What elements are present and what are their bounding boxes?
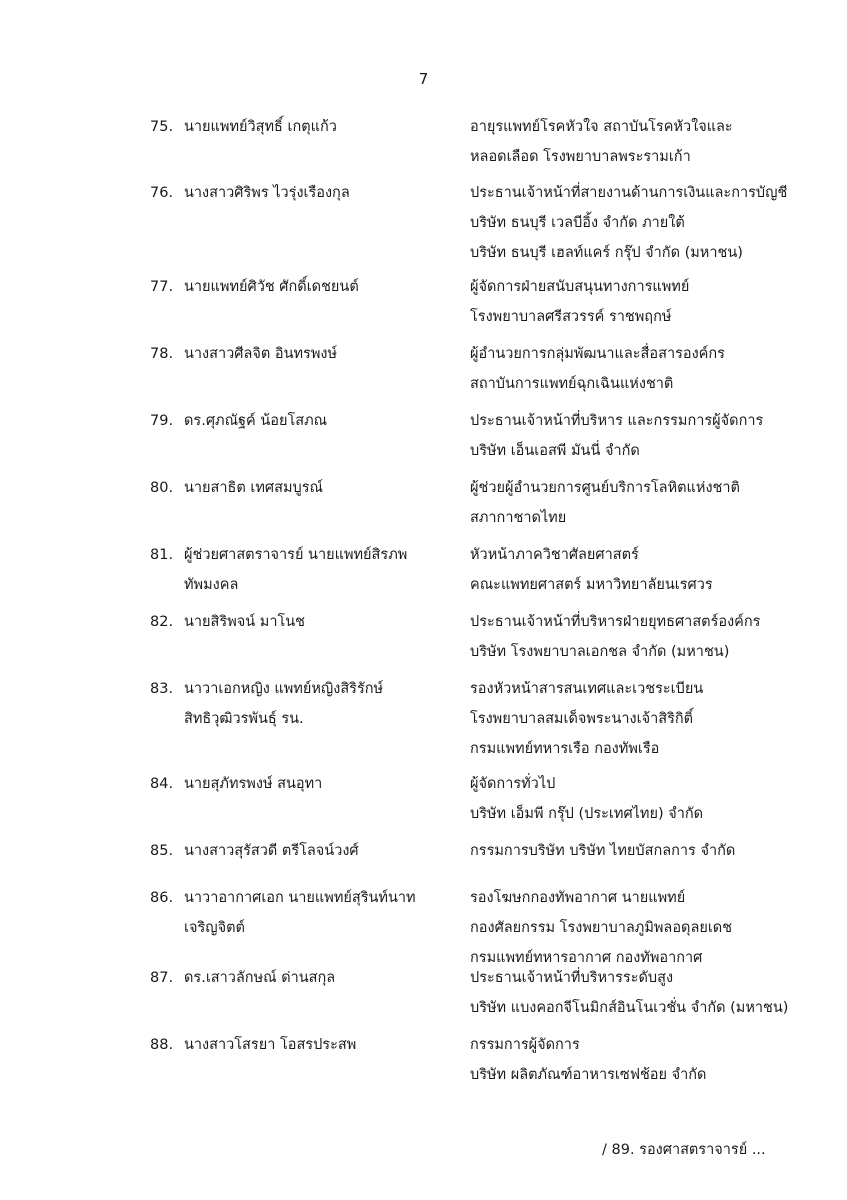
entry-position-line: คณะแพทยศาสตร์ มหาวิทยาลัยนเรศวร	[470, 577, 713, 593]
entry-position	[470, 836, 800, 866]
entry-number: 77.	[150, 279, 174, 295]
entry-position-line: ผู้ช่วยผู้อำนวยการศูนย์บริการโลหิตแห่งชาติ	[470, 480, 740, 496]
entry-position-line: รองหัวหน้าสารสนเทศและเวชระเบียน	[470, 681, 704, 697]
entry-position-line: อายุรแพทย์โรคหัวใจ สถาบันโรคหัวใจและ	[470, 119, 733, 135]
entry-name-line: นางสาวสุรัสวดี ตรีโลจน์วงศ์	[184, 843, 359, 859]
entry-position-line: สถาบันการแพทย์ฉุกเฉินแห่งชาติ	[470, 376, 674, 392]
entry-number: 84.	[150, 776, 174, 792]
entry-position	[470, 272, 800, 332]
entry-name-line: เจริญจิตต์	[184, 920, 245, 936]
entry-position-line: กรรมการบริษัท บริษัท ไทยบัสกลการ จำกัด	[470, 843, 736, 859]
entry-number: 85.	[150, 843, 174, 859]
entry-number: 87.	[150, 970, 174, 986]
entry-name	[184, 1030, 454, 1060]
entry-number: 82.	[150, 614, 174, 630]
entry-position-line: กรรมการผู้จัดการ	[470, 1037, 580, 1053]
entry-name	[184, 112, 454, 142]
entry-position-line: ผู้จัดการฝ่ายสนับสนุนทางการแพทย์	[470, 279, 690, 295]
entry-position	[470, 540, 800, 600]
entry-number: 86.	[150, 890, 174, 906]
entry-name	[184, 674, 454, 734]
entry-position	[470, 769, 800, 829]
entry-position	[470, 674, 800, 764]
entry-name-line: นางสาวศีลจิต อินทรพงษ์	[184, 346, 338, 362]
entry-position	[470, 473, 800, 533]
entry-name-line: นายสิริพจน์ มาโนช	[184, 614, 306, 630]
entry-position	[470, 178, 800, 268]
entry-position-line: บริษัท เอ็มพี กรุ๊ป (ประเทศไทย) จำกัด	[470, 806, 704, 822]
entry-name	[184, 272, 454, 302]
entry-number: 75.	[150, 119, 174, 135]
entry-name-line: นางสาวศิริพร ไวรุ่งเรืองกุล	[184, 185, 350, 201]
entry-name	[184, 178, 454, 208]
entry-position	[470, 963, 800, 1023]
entry-position-line: บริษัท แบงคอกจีโนมิกส์อินโนเวชั่น จำกัด (มหาชน)	[470, 1000, 789, 1016]
entry-position-line: กรมแพทย์ทหารเรือ กองทัพเรือ	[470, 741, 660, 757]
entry-name	[184, 769, 454, 799]
entry-position-line: หลอดเลือด โรงพยาบาลพระรามเก้า	[470, 149, 691, 165]
entry-position-line: โรงพยาบาลศรีสวรรค์ ราชพฤกษ์	[470, 309, 672, 325]
entry-position	[470, 339, 800, 399]
entry-number: 88.	[150, 1037, 174, 1053]
entry-position-line: ประธานเจ้าหน้าที่บริหารฝ่ายยุทธศาสตร์องค์กร	[470, 614, 761, 630]
entry-name	[184, 836, 454, 866]
entry-position-line: บริษัท ธนบุรี เฮลท์แคร์ กรุ๊ป จำกัด (มหาชน)	[470, 245, 743, 261]
entry-position-line: หัวหน้าภาควิชาศัลยศาสตร์	[470, 547, 639, 563]
entry-position-line: รองโฆษกกองทัพอากาศ นายแพทย์	[470, 890, 686, 906]
entry-name-line: นางสาวโสรยา โอสรประสพ	[184, 1037, 357, 1053]
entry-position-line: ผู้จัดการทั่วไป	[470, 776, 556, 792]
entry-number: 83.	[150, 681, 174, 697]
entry-position-line: บริษัท โรงพยาบาลเอกชล จำกัด (มหาชน)	[470, 644, 730, 660]
entry-number: 81.	[150, 547, 174, 563]
entry-name	[184, 963, 454, 993]
entry-number: 76.	[150, 185, 174, 201]
entry-name	[184, 607, 454, 637]
continuation-note: / 89. รองศาสตราจารย์ ...	[602, 1142, 766, 1158]
entry-name-line: นายแพทย์ศิวัช ศักดิ์เดชยนต์	[184, 279, 359, 295]
entry-name-line: สิทธิวุฒิวรพันธุ์ รน.	[184, 711, 304, 727]
entry-position	[470, 883, 800, 973]
entry-position-line: บริษัท ผลิตภัณฑ์อาหารเซฟช้อย จำกัด	[470, 1067, 707, 1083]
entry-name-line: ดร.ศุภณัฐค์ น้อยโสภณ	[184, 413, 328, 429]
entry-name-line: นายสุภัทรพงษ์ สนอุทา	[184, 776, 323, 792]
entry-name-line: นาวาอากาศเอก นายแพทย์สุรินท์นาท	[184, 890, 416, 906]
entry-position-line: ผู้อำนวยการกลุ่มพัฒนาและสื่อสารองค์กร	[470, 346, 725, 362]
entry-name	[184, 406, 454, 436]
entry-position-line: บริษัท ธนบุรี เวลบีอิ้ง จำกัด ภายใต้	[470, 215, 685, 231]
entry-position	[470, 607, 800, 667]
entry-name-line: นาวาเอกหญิง แพทย์หญิงสิริรักษ์	[184, 681, 384, 697]
entry-position-line: โรงพยาบาลสมเด็จพระนางเจ้าสิริกิติ์	[470, 711, 694, 727]
entry-position-line: ประธานเจ้าหน้าที่สายงานด้านการเงินและการบัญชี	[470, 185, 788, 201]
entry-position	[470, 112, 800, 172]
entry-name	[184, 883, 454, 943]
entry-name-line: ทัพมงคล	[184, 577, 239, 593]
entry-name	[184, 339, 454, 369]
entry-position-line: กรมแพทย์ทหารอากาศ กองทัพอากาศ	[470, 950, 703, 966]
entry-position-line: ประธานเจ้าหน้าที่บริหาร และกรรมการผู้จัดการ	[470, 413, 764, 429]
entry-name-line: ดร.เสาวลักษณ์ ด่านสกุล	[184, 970, 336, 986]
entry-name-line: นายแพทย์วิสุทธิ์ เกตุแก้ว	[184, 119, 337, 135]
entry-position	[470, 1030, 800, 1090]
entry-name	[184, 540, 454, 600]
entry-position-line: บริษัท เอ็นเอสพี มันนี่ จำกัด	[470, 443, 640, 459]
entry-position-line: สภากาชาดไทย	[470, 510, 567, 526]
entry-name-line: ผู้ช่วยศาสตราจารย์ นายแพทย์สิรภพ	[184, 547, 408, 563]
entry-name	[184, 473, 454, 503]
entry-position-line: ประธานเจ้าหน้าที่บริหารระดับสูง	[470, 970, 674, 986]
entry-number: 78.	[150, 346, 174, 362]
entry-number: 79.	[150, 413, 174, 429]
entry-position	[470, 406, 800, 466]
entry-number: 80.	[150, 480, 174, 496]
page-number: 7	[418, 70, 429, 88]
entry-position-line: กองศัลยกรรม โรงพยาบาลภูมิพลอดุลยเดช	[470, 920, 733, 936]
entry-name-line: นายสาธิต เทศสมบูรณ์	[184, 480, 323, 496]
